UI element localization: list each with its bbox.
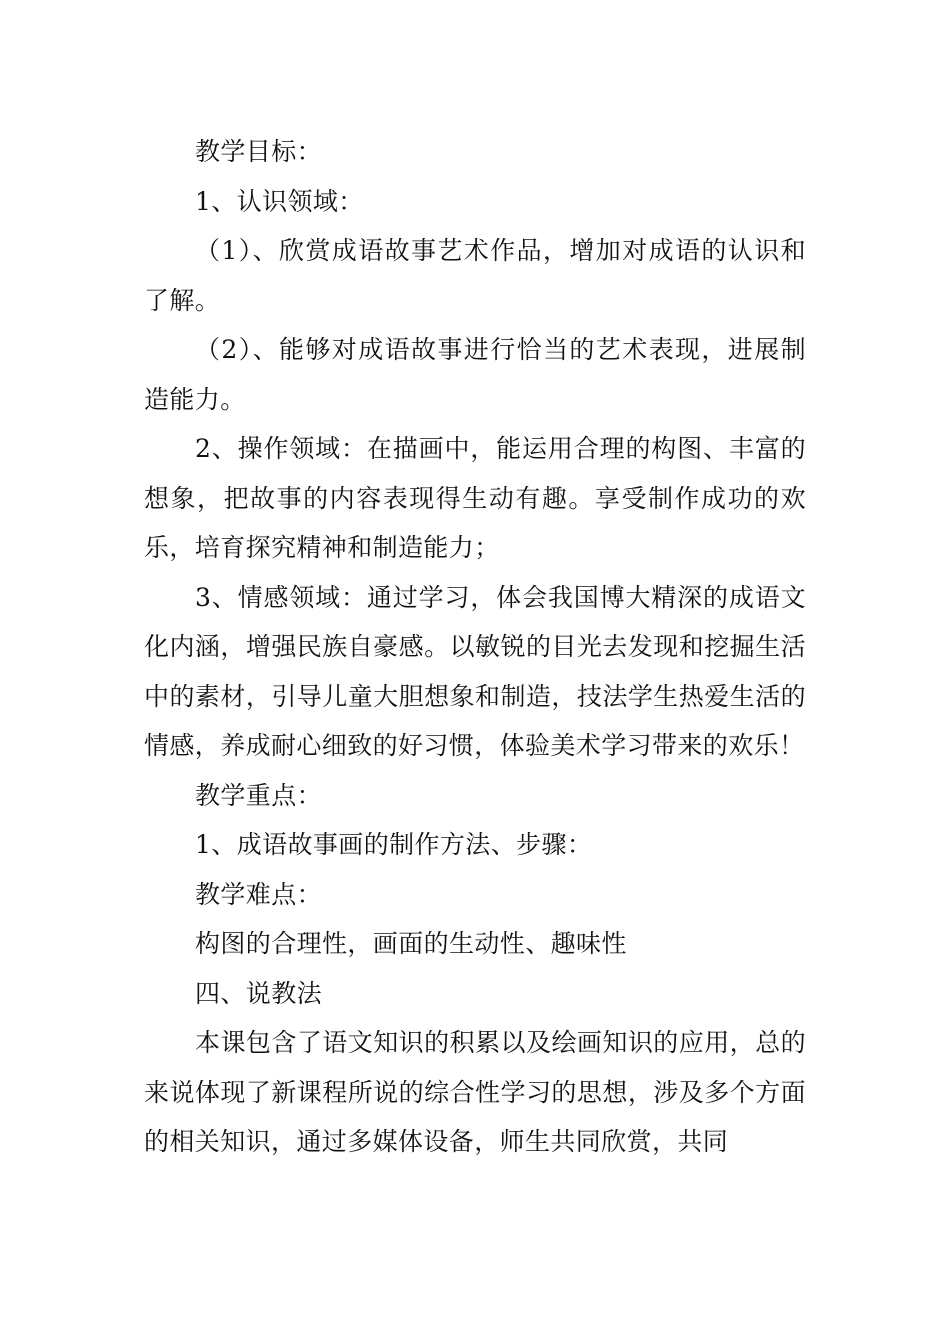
section-heading-teaching-method: 四、说教法 [195, 978, 323, 1008]
body-paragraph: 本课包含了语文知识的积累以及绘画知识的应用，总的来说体现了新课程所说的综合性学习的思想，涉及多个方面的相关知识，通过多媒体设备，师生共同欣赏，共同 [144, 1028, 806, 1156]
difficulty-text: 构图的合理性，画面的生动性、趣味性 [195, 929, 627, 958]
document-body [144, 127, 806, 1167]
heading-teaching-goals: 教学目标： [195, 137, 323, 166]
list-item-cognitive-domain: 1、认识领域： [195, 186, 364, 216]
list-item-emotion-domain: 3、情感领域：通过学习，体会我国博大精深的成语文化内涵，增强民族自豪感。以敏锐的目光去发现和挖掘生活中的素材，引导儿童大胆想象和制造，技法学生热爱生活的情感，养成耐心细致的好习惯，体验美术学习带来的欢乐！ [144, 582, 806, 760]
focus-item-1: 1、成语故事画的制作方法、步骤： [195, 830, 593, 859]
sub-item-2: （2）、能够对成语故事进行恰当的艺术表现，进展制造能力。 [144, 335, 806, 414]
sub-item-1: （1）、欣赏成语故事艺术作品，增加对成语的认识和了解。 [144, 236, 806, 315]
heading-teaching-difficulty: 教学难点： [195, 879, 323, 909]
heading-teaching-focus: 教学重点： [195, 780, 323, 810]
list-item-operation-domain: 2、操作领域：在描画中，能运用合理的构图、丰富的想象，把故事的内容表现得生动有趣。享受制作成功的欢乐，培育探究精神和制造能力； [144, 434, 806, 562]
